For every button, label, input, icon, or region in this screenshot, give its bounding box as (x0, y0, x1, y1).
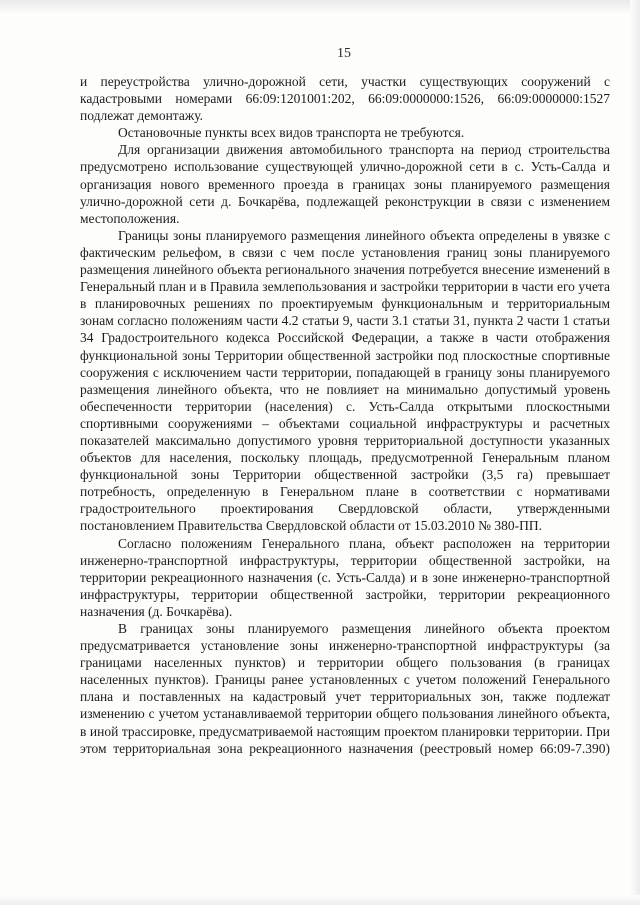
paragraph-traffic-organization: Для организации движения автомобильного транспорта на период строительства предусмотрено использование существующей улично-дорожной сети в с. Усть-Салда и организация нового временного проезда в границах зоны планируемого размещения улично-дорожной сети д. Бочкарёва, подлежащей реконструкции в связи с изменением местоположения. (80, 142, 610, 226)
scan-top-edge (0, 0, 640, 14)
scan-bottom-edge (0, 895, 640, 905)
paragraph-stops: Остановочные пункты всех видов транспорта не требуются. (118, 125, 465, 141)
page-number: 15 (337, 46, 351, 61)
document-body (80, 73, 610, 757)
paragraph-zone-establishment: В границах зоны планируемого размещения линейного объекта проектом предусматривается установление зоны инженерно-транспортной инфраструктуры (за границами населенных пунктов) и территории общего пользования (в границах населенных пунктов). Границы ранее установленных с учетом положений Генерального плана и поставленных на кадастровый учет территориальных зон, также подлежат изменению с учетом устанавливаемой территории общего пользования линейного объекта, в иной трассировке, предусматриваемой настоящим проектом планировки территории. При этом территориальная зона рекреационного назначения (реестровый номер 66:09-7.390) (80, 621, 610, 756)
paragraph-zone-boundaries: Границы зоны планируемого размещения линейного объекта определены в увязке с фактическим рельефом, в связи с чем после установления границ зоны планируемого размещения линейного объекта регионального значения потребуется внесение изменений в Генеральный план и в Правила землепользования и застройки территории в части его учета в планировочных решениях по проектируемым функциональным и территориальным зонам согласно положениям части 4.2 статьи 9, части 3.1 статьи 31, пункта 2 части 1 статьи 34 Градостроительного кодекса Российской Федерации, а также в части отображения функциональной зоны Территории общественной застройки под плоскостные спортивные сооружения с исключением части территории, попадающей в границу зоны планируемого размещения линейного объекта, что не повлияет на минимально допустимый уровень обеспеченности территории (населения) с. Усть-Салда открытыми плоскостными спортивными сооружениями – объектами социальной инфраструктуры и расчетных показателей максимально допустимого уровня территориальной доступности указанных объектов для населения, поскольку площадь, предусмотренной Генеральным планом функциональной зоны Территории общественной застройки (3,5 га) превышает потребность, определенную в Генеральном плане в соответствии с нормативами градостроительного проектирования Свердловской области, утвержденными постановлением Правительства Свердловской области от 15.03.2010 № 380-ПП. (80, 227, 610, 534)
paragraph-continuation: и переустройства улично-дорожной сети, участки существующих сооружений с кадастровыми номерами 66:09:1201001:202, 66:09:0000000:1526, 66:09:0000000:1527 подлежат демонтажу. (80, 74, 610, 124)
scan-right-edge (630, 0, 640, 905)
paragraph-general-plan: Согласно положениям Генерального плана, объект расположен на территории инженерно-транспортной инфраструктуры, территории общественной застройки, на территории рекреационного назначения (с. Усть-Салда) и в зоне инженерно-транспортной инфраструктуры, территории общественной застройки, территории рекреационного назначения (д. Бочкарёва). (80, 535, 610, 619)
